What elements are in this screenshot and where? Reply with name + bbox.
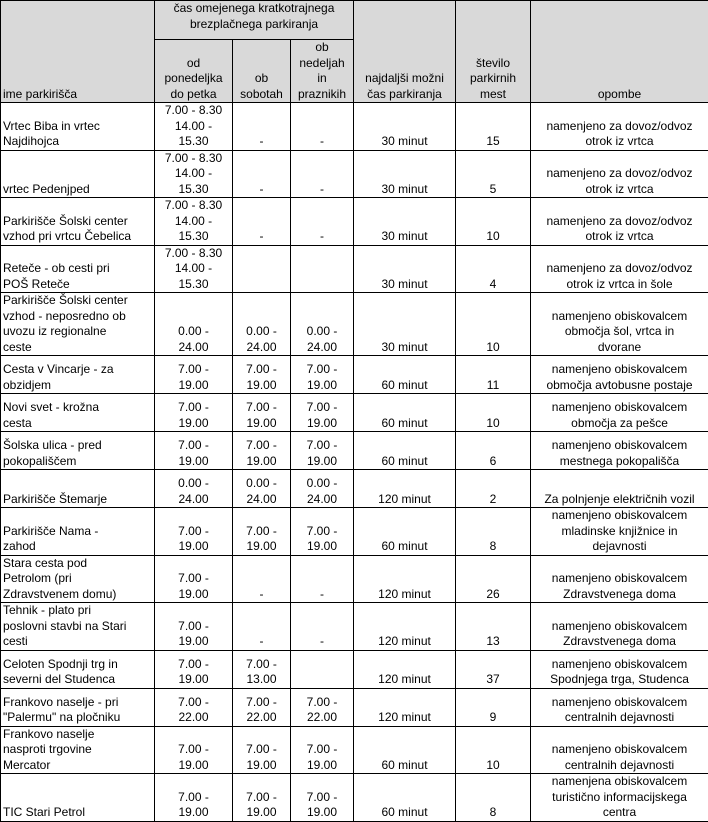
table-row: [1, 394, 708, 432]
cell-weekday-hours: 7.00 - 19.00: [155, 603, 233, 651]
cell-weekday-hours: 0.00 - 24.00: [155, 470, 233, 508]
cell-parking-name: Parkirišče Štemarje: [1, 470, 155, 508]
cell-saturday-hours: 7.00 - 19.00: [233, 726, 291, 774]
cell-max-parking-time: 30 minut: [354, 198, 456, 246]
cell-parking-name: Cesta v Vincarje - za obzidjem: [1, 356, 155, 394]
cell-max-parking-time: 60 minut: [354, 356, 456, 394]
cell-sunday-hours: 7.00 - 19.00: [291, 432, 354, 470]
cell-spot-count: 6: [456, 432, 531, 470]
table-row: [1, 103, 708, 151]
cell-note: namenjeno obiskovalcem območja avtobusne postaje: [531, 356, 708, 394]
cell-weekday-hours: 7.00 - 19.00: [155, 394, 233, 432]
cell-saturday-hours: -: [233, 103, 291, 151]
cell-weekday-hours: 7.00 - 19.00: [155, 356, 233, 394]
cell-parking-name: Frankovo naselje nasproti trgovine Mercator: [1, 726, 155, 774]
cell-note: namenjeno obiskovalcem Zdravstvenega doma: [531, 555, 708, 603]
cell-max-parking-time: 120 minut: [354, 603, 456, 651]
header-name: ime parkirišča: [1, 1, 155, 103]
table-row: [1, 356, 708, 394]
cell-spot-count: 26: [456, 555, 531, 603]
cell-sunday-hours: 7.00 - 19.00: [291, 508, 354, 556]
cell-sunday-hours: -: [291, 603, 354, 651]
cell-saturday-hours: 7.00 - 19.00: [233, 394, 291, 432]
cell-note: Za polnjenje električnih vozil: [531, 470, 708, 508]
table-body: [1, 103, 708, 822]
cell-weekday-hours: 7.00 - 19.00: [155, 555, 233, 603]
cell-sunday-hours: 7.00 - 19.00: [291, 726, 354, 774]
cell-weekday-hours: 7.00 - 8.30 14.00 - 15.30: [155, 198, 233, 246]
cell-parking-name: Vrtec Biba in vrtec Najdihojca: [1, 103, 155, 151]
cell-max-parking-time: 30 minut: [354, 293, 456, 356]
table-row: [1, 293, 708, 356]
cell-max-parking-time: 120 minut: [354, 650, 456, 688]
table-row: [1, 432, 708, 470]
cell-weekday-hours: 7.00 - 19.00: [155, 508, 233, 556]
cell-sunday-hours: -: [291, 198, 354, 246]
table-row: [1, 555, 708, 603]
cell-saturday-hours: 0.00 - 24.00: [233, 293, 291, 356]
cell-saturday-hours: -: [233, 150, 291, 198]
table-row: [1, 603, 708, 651]
table-row: [1, 650, 708, 688]
cell-note: namenjeno obiskovalcem območja šol, vrtca in dvorane: [531, 293, 708, 356]
cell-sunday-hours: [291, 650, 354, 688]
cell-parking-name: Stara cesta pod Petrolom (pri Zdravstvenem domu): [1, 555, 155, 603]
table-row: [1, 774, 708, 822]
table-row: [1, 726, 708, 774]
cell-spot-count: 2: [456, 470, 531, 508]
cell-sunday-hours: 7.00 - 19.00: [291, 774, 354, 822]
cell-saturday-hours: 0.00 - 24.00: [233, 470, 291, 508]
header-max-time: najdaljši možni čas parkiranja: [354, 1, 456, 103]
header-weekday: od ponedeljka do petka: [155, 40, 233, 103]
cell-spot-count: 4: [456, 245, 531, 293]
cell-parking-name: Tehnik - plato pri poslovni stavbi na Stari cesti: [1, 603, 155, 651]
cell-max-parking-time: 30 minut: [354, 103, 456, 151]
cell-sunday-hours: [291, 245, 354, 293]
cell-note: namenjena obiskovalcem turistično informacijskega centra: [531, 774, 708, 822]
cell-saturday-hours: -: [233, 198, 291, 246]
table-row: [1, 150, 708, 198]
cell-spot-count: 15: [456, 103, 531, 151]
cell-parking-name: Frankovo naselje - pri "Palermu" na pločniku: [1, 688, 155, 726]
cell-max-parking-time: 30 minut: [354, 150, 456, 198]
cell-spot-count: 5: [456, 150, 531, 198]
header-spot-count: število parkirnih mest: [456, 1, 531, 103]
header-saturday: ob sobotah: [233, 40, 291, 103]
cell-weekday-hours: 7.00 - 19.00: [155, 726, 233, 774]
cell-parking-name: Šolska ulica - pred pokopališčem: [1, 432, 155, 470]
cell-weekday-hours: 7.00 - 19.00: [155, 650, 233, 688]
cell-weekday-hours: 7.00 - 8.30 14.00 - 15.30: [155, 103, 233, 151]
cell-max-parking-time: 120 minut: [354, 555, 456, 603]
cell-sunday-hours: -: [291, 150, 354, 198]
cell-max-parking-time: 120 minut: [354, 688, 456, 726]
cell-note: namenjeno obiskovalcem centralnih dejavnosti: [531, 688, 708, 726]
cell-parking-name: Parkirišče Šolski center vzhod pri vrtcu Čebelica: [1, 198, 155, 246]
cell-weekday-hours: 7.00 - 8.30 14.00 - 15.30: [155, 150, 233, 198]
cell-max-parking-time: 60 minut: [354, 726, 456, 774]
cell-parking-name: vrtec Pedenjped: [1, 150, 155, 198]
cell-spot-count: 10: [456, 726, 531, 774]
cell-parking-name: Novi svet - krožna cesta: [1, 394, 155, 432]
cell-spot-count: 11: [456, 356, 531, 394]
cell-note: namenjeno za dovoz/odvoz otrok iz vrtca in šole: [531, 245, 708, 293]
cell-max-parking-time: 120 minut: [354, 470, 456, 508]
table-row: [1, 688, 708, 726]
cell-sunday-hours: 7.00 - 19.00: [291, 356, 354, 394]
cell-saturday-hours: 7.00 - 19.00: [233, 508, 291, 556]
cell-saturday-hours: -: [233, 603, 291, 651]
cell-note: namenjeno za dovoz/odvoz otrok iz vrtca: [531, 103, 708, 151]
cell-parking-name: Parkirišče Nama - zahod: [1, 508, 155, 556]
cell-spot-count: 37: [456, 650, 531, 688]
table-header: [1, 1, 708, 103]
header-notes: opombe: [531, 1, 708, 103]
cell-note: namenjeno obiskovalcem Zdravstvenega doma: [531, 603, 708, 651]
cell-note: namenjeno obiskovalcem centralnih dejavnosti: [531, 726, 708, 774]
cell-weekday-hours: 7.00 - 19.00: [155, 432, 233, 470]
cell-saturday-hours: 7.00 - 22.00: [233, 688, 291, 726]
cell-sunday-hours: 7.00 - 22.00: [291, 688, 354, 726]
cell-saturday-hours: 7.00 - 19.00: [233, 432, 291, 470]
cell-max-parking-time: 60 minut: [354, 432, 456, 470]
cell-sunday-hours: 0.00 - 24.00: [291, 470, 354, 508]
cell-saturday-hours: -: [233, 555, 291, 603]
table-row: [1, 245, 708, 293]
cell-weekday-hours: 7.00 - 22.00: [155, 688, 233, 726]
cell-saturday-hours: [233, 245, 291, 293]
cell-sunday-hours: -: [291, 555, 354, 603]
cell-note: namenjeno obiskovalcem Spodnjega trga, Studenca: [531, 650, 708, 688]
cell-weekday-hours: 7.00 - 19.00: [155, 774, 233, 822]
cell-weekday-hours: 0.00 - 24.00: [155, 293, 233, 356]
cell-max-parking-time: 60 minut: [354, 394, 456, 432]
cell-spot-count: 13: [456, 603, 531, 651]
cell-saturday-hours: 7.00 - 13.00: [233, 650, 291, 688]
cell-note: namenjeno obiskovalcem mladinske knjižnice in dejavnosti: [531, 508, 708, 556]
cell-sunday-hours: 0.00 - 24.00: [291, 293, 354, 356]
cell-spot-count: 8: [456, 508, 531, 556]
table-row: [1, 470, 708, 508]
cell-note: namenjeno obiskovalcem območja za pešce: [531, 394, 708, 432]
cell-sunday-hours: -: [291, 103, 354, 151]
cell-note: namenjeno za dovoz/odvoz otrok iz vrtca: [531, 198, 708, 246]
cell-note: namenjeno za dovoz/odvoz otrok iz vrtca: [531, 150, 708, 198]
cell-spot-count: 10: [456, 394, 531, 432]
cell-max-parking-time: 60 minut: [354, 508, 456, 556]
cell-sunday-hours: 7.00 - 19.00: [291, 394, 354, 432]
table-row: [1, 508, 708, 556]
cell-note: namenjeno obiskovalcem mestnega pokopališča: [531, 432, 708, 470]
cell-spot-count: 9: [456, 688, 531, 726]
cell-weekday-hours: 7.00 - 8.30 14.00 - 15.30: [155, 245, 233, 293]
cell-spot-count: 8: [456, 774, 531, 822]
header-time-group: čas omejenega kratkotrajnega brezplačnega parkiranja: [155, 1, 354, 40]
table-row: [1, 198, 708, 246]
cell-parking-name: Parkirišče Šolski center vzhod - neposredno ob uvozu iz regionalne ceste: [1, 293, 155, 356]
cell-saturday-hours: 7.00 - 19.00: [233, 356, 291, 394]
cell-spot-count: 10: [456, 198, 531, 246]
cell-parking-name: Celoten Spodnji trg in severni del Studenca: [1, 650, 155, 688]
header-sunday: ob nedeljah in praznikih: [291, 40, 354, 103]
cell-saturday-hours: 7.00 - 19.00: [233, 774, 291, 822]
cell-spot-count: 10: [456, 293, 531, 356]
cell-max-parking-time: 60 minut: [354, 774, 456, 822]
cell-parking-name: Reteče - ob cesti pri POŠ Reteče: [1, 245, 155, 293]
cell-max-parking-time: 30 minut: [354, 245, 456, 293]
cell-parking-name: TIC Stari Petrol: [1, 774, 155, 822]
